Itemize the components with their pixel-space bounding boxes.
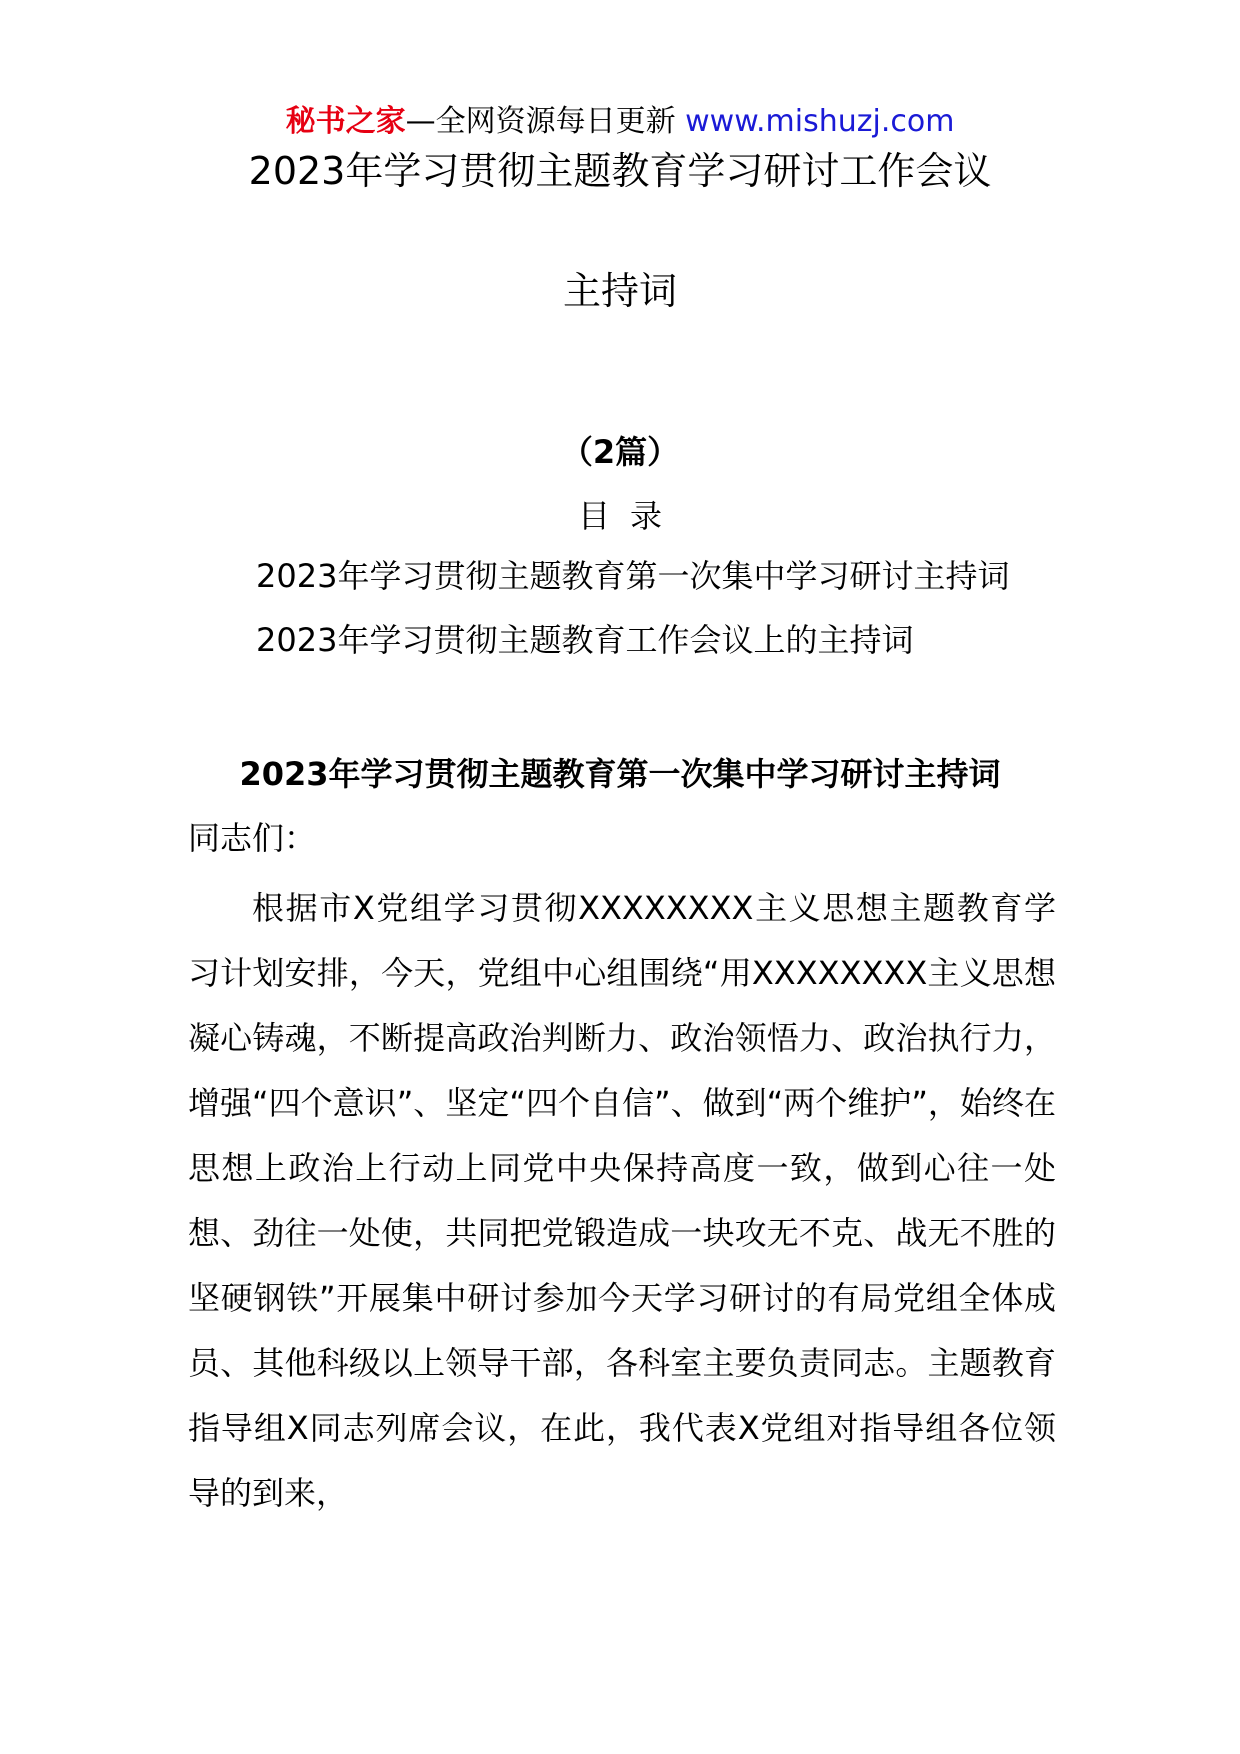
- body-paragraph: 根据市X党组学习贯彻XXXXXXXX主义思想主题教育学习计划安排，今天，党组中心组围绕“用XXXXXXXX主义思想凝心铸魂，不断提高政治判断力、政治领悟力、政治执行力，增强“四个意识”、坚定“四个自信”、做到“两个维护”，始终在思想上政治上行动上同党中央保持高度一致，做到心往一处想、劲往一处使，共同把党锻造成一块攻无不克、战无不胜的坚硬钢铁”开展集中研讨参加今天学习研讨的有局党组全体成员、其他科级以上领导干部，各科室主要负责同志。主题教育指导组X同志列席会议，在此，我代表X党组对指导组各位领导的到来，: [188, 889, 1056, 1512]
- salutation: 同志们：: [188, 819, 317, 857]
- article-count: （2篇）: [560, 433, 680, 471]
- site-url-link[interactable]: www.mishuzj.com: [685, 104, 955, 139]
- toc-heading: 目录: [577, 497, 682, 535]
- header-slogan: —全网资源每日更新: [405, 104, 676, 139]
- section-title: 2023年学习贯彻主题教育第一次集中学习研讨主持词: [239, 755, 1001, 793]
- toc-item[interactable]: 2023年学习贯彻主题教育第一次集中学习研讨主持词: [256, 557, 1010, 595]
- brand-name: 秘书之家: [285, 104, 406, 139]
- site-header: [0, 100, 1240, 144]
- document-title-line-1: 2023年学习贯彻主题教育学习研讨工作会议: [248, 149, 992, 193]
- document-title-line-2: 主持词: [562, 269, 677, 313]
- toc-item[interactable]: 2023年学习贯彻主题教育工作会议上的主持词: [256, 621, 914, 659]
